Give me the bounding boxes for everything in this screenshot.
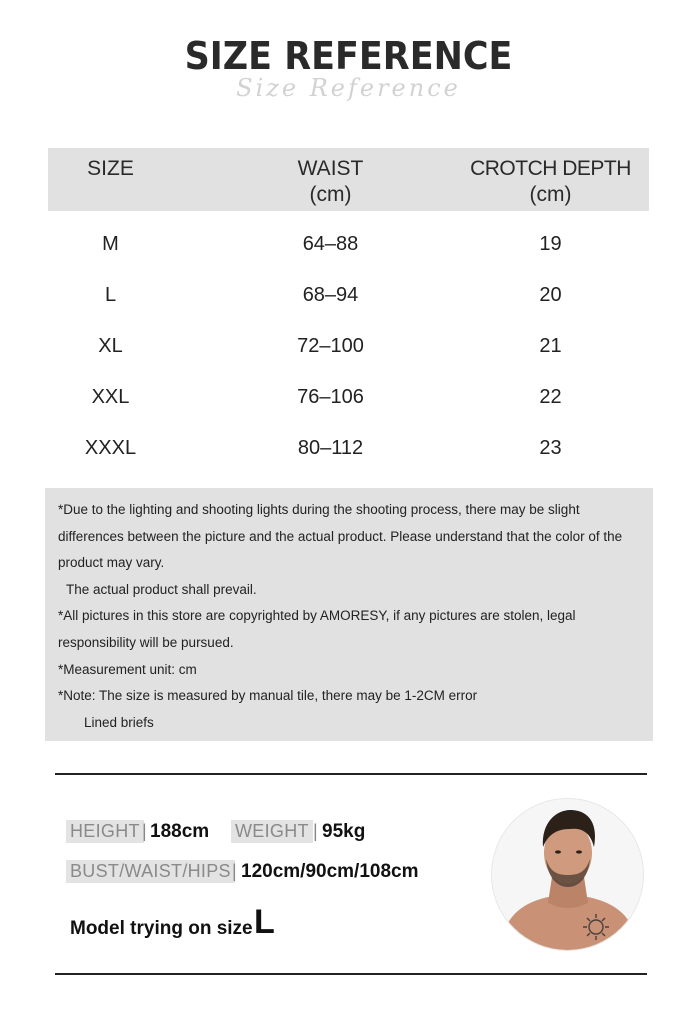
row-crotch: 23 <box>539 437 562 459</box>
row-size: L <box>104 284 117 306</box>
model-trying-text: Model trying on size <box>70 918 253 939</box>
note-copyright: *All pictures in this store are copyrighted by AMORESY, if any pictures are stolen, legal responsibility will be pursued. <box>58 608 576 650</box>
table-row <box>48 437 649 467</box>
note-lined: Lined briefs <box>84 714 154 730</box>
row-waist: 80–112 <box>297 437 364 459</box>
height-label: HEIGHT <box>66 820 144 843</box>
header-size <box>58 156 163 182</box>
weight-label: WEIGHT <box>231 820 313 843</box>
page-title: SIZE REFERENCE <box>184 34 513 78</box>
row-size: M <box>102 233 119 255</box>
separator: | <box>232 861 237 881</box>
header-crotch-label: CROTCH DEPTH <box>470 157 631 180</box>
header-size-label: SIZE <box>87 157 134 180</box>
note-prevail: The actual product shall prevail. <box>66 581 257 597</box>
model-avatar <box>491 798 644 951</box>
row-waist: 76–106 <box>297 386 364 408</box>
row-crotch: 19 <box>539 233 562 255</box>
divider-top <box>55 773 647 775</box>
row-crotch: 21 <box>539 335 562 357</box>
note-unit: *Measurement unit: cm <box>58 661 197 677</box>
table-row <box>48 335 649 365</box>
model-trying-size: L <box>254 903 275 941</box>
row-waist: 68–94 <box>302 284 359 306</box>
row-crotch: 20 <box>539 284 562 306</box>
table-row <box>48 386 649 416</box>
row-waist: 64–88 <box>302 233 359 255</box>
row-size: XXXL <box>84 437 137 459</box>
separator: | <box>313 821 318 841</box>
table-row <box>48 284 649 314</box>
row-size: XXL <box>91 386 130 408</box>
notes-panel <box>45 488 653 741</box>
script-subtitle: Size Reference <box>236 74 461 102</box>
table-row <box>48 233 649 263</box>
row-size: XL <box>98 335 123 357</box>
header-waist-unit: (cm) <box>309 183 352 206</box>
bwh-label: BUST/WAIST/HIPS <box>66 860 235 883</box>
header-waist-label: WAIST <box>297 157 364 180</box>
bwh-value: 120cm/90cm/108cm <box>241 861 419 882</box>
model-photo <box>492 799 644 951</box>
row-waist: 72–100 <box>297 335 364 357</box>
note-error: *Note: The size is measured by manual tile, there may be 1-2CM error <box>58 688 478 704</box>
separator: | <box>142 821 147 841</box>
row-crotch: 22 <box>539 386 562 408</box>
header-waist <box>248 156 413 208</box>
divider-bottom <box>55 973 647 975</box>
weight-value: 95kg <box>322 821 366 842</box>
height-value: 188cm <box>150 821 210 842</box>
header-crotch <box>463 156 638 208</box>
note-lighting: *Due to the lighting and shooting lights during the shooting process, there may be slight differences between the picture and the actual product. Please understand that the color of the product may vary. <box>58 502 623 571</box>
table-header <box>48 148 649 211</box>
header-crotch-unit: (cm) <box>529 183 572 206</box>
